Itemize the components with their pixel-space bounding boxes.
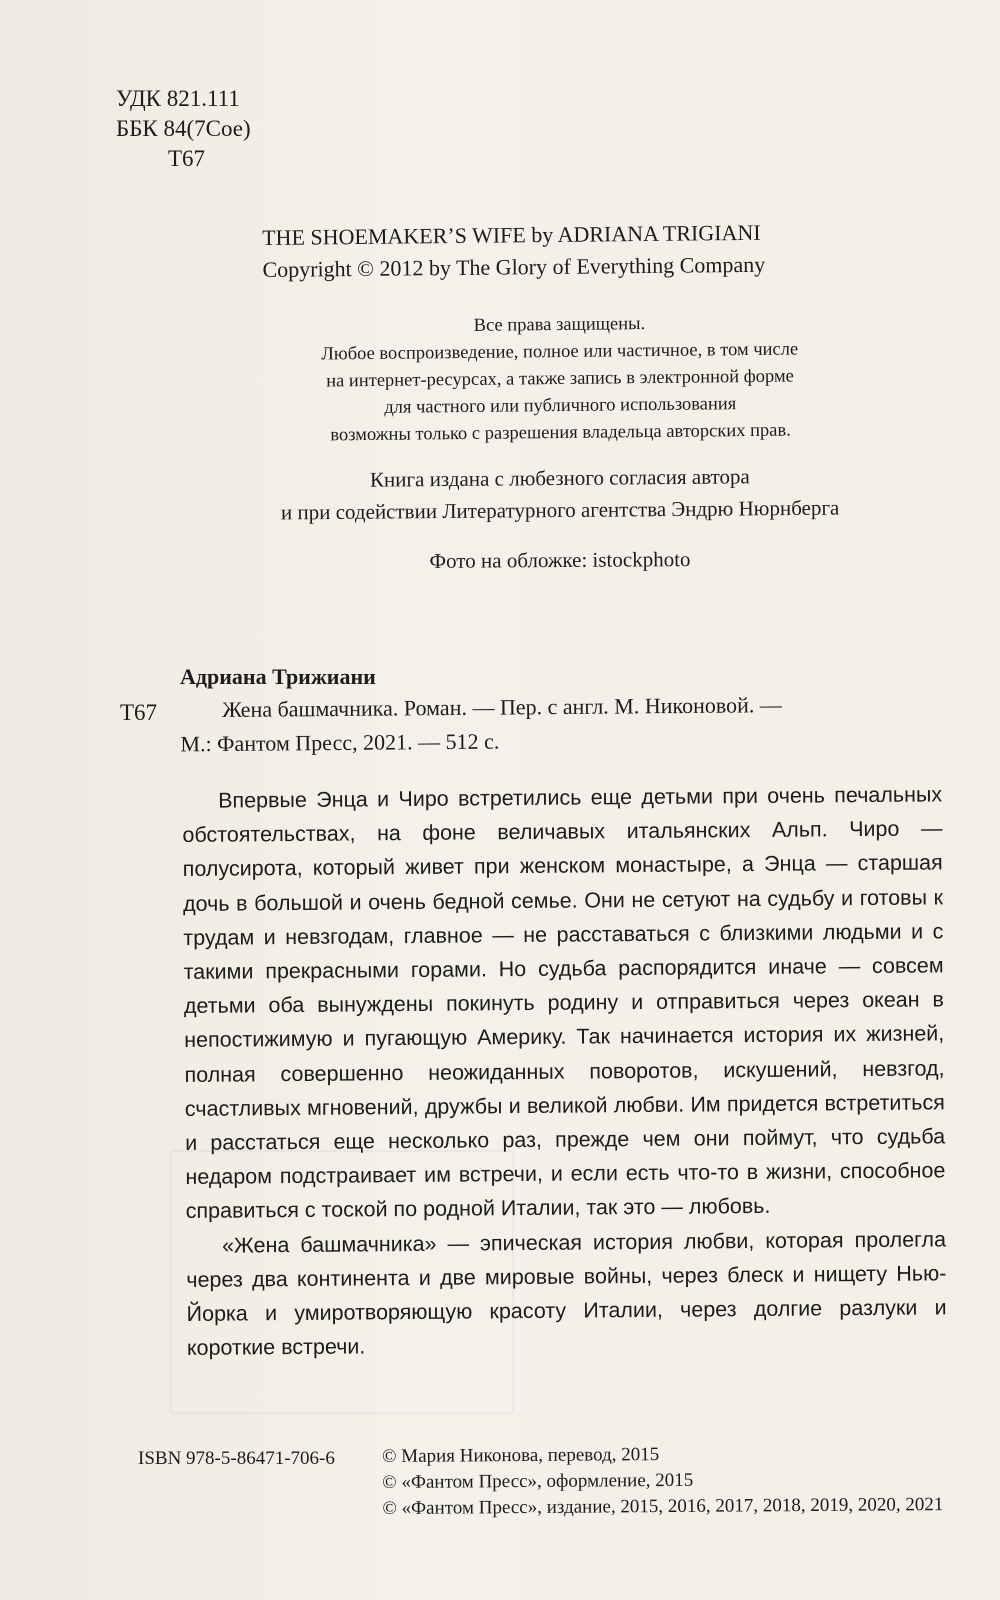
- rights-line: Любое воспроизведение, полное или частичное, в том числе: [321, 339, 799, 365]
- annotation-paragraph: «Жена башмачника» — эпическая история любви, которая пролегла через два континента и две мировые войны, через блеск и нищету Нью-Йорка и умиротворяющую красоту Италии, через долгие разлуки и короткие встречи.: [186, 1226, 947, 1361]
- agency-line: и при содействии Литературного агентства Эндрю Нюрнберга: [280, 495, 840, 525]
- classification-block: [116, 84, 251, 174]
- catalog-line-imprint: М.: Фантом Пресс, 2021. — 512 с.: [180, 728, 500, 757]
- bbk-code: ББК 84(7Сое): [116, 116, 251, 141]
- copyright-line: © Мария Никонова, перевод, 2015: [382, 1444, 660, 1467]
- agency-notice: [200, 459, 921, 529]
- catalog-line-title: Жена башмачника. Роман. — Пер. с англ. М. Никоновой. —: [222, 692, 782, 722]
- copyright-notices: [382, 1440, 943, 1522]
- author-mark: Т67: [168, 146, 206, 171]
- copyright-line: © «Фантом Пресс», оформление, 2015: [382, 1469, 694, 1493]
- original-copyright: Copyright © 2012 by The Glory of Everything Company: [262, 251, 766, 282]
- isbn: ISBN 978-5-86471-706-6: [138, 1448, 335, 1469]
- copyright-line: © «Фантом Пресс», издание, 2015, 2016, 2017, 2018, 2019, 2020, 2021: [382, 1494, 944, 1519]
- rights-line: для частного или публичного использования: [384, 394, 737, 418]
- catalog-author-mark: Т67: [120, 700, 158, 725]
- original-title-block: [262, 216, 863, 286]
- rights-line: Все права защищены.: [473, 314, 646, 336]
- annotation: [182, 777, 947, 1365]
- rights-notice: [249, 309, 870, 450]
- catalog-author: Адриана Трижиани: [180, 664, 376, 689]
- rights-line: на интернет-ресурсах, а также запись в электронной форме: [326, 366, 794, 392]
- catalog-description: [180, 687, 943, 761]
- original-title: THE SHOEMAKER’S WIFE by ADRIANA TRIGIANI: [262, 219, 761, 250]
- rights-line: возможны только с разрешения владельца авторских прав.: [330, 420, 791, 446]
- annotation-paragraph: Впервые Энца и Чиро встретились еще детьми при очень печальных обстоятельствах, на фоне величавых итальянских Альп. Чиро — полусирота, который живет при женском монастыре, а Энца — старшая дочь в большой и очень бедной семье. Они не сетуют на судьбу и готовы к трудам и невзгодам, главное — не расставаться с близкими людьми и с такими прекрасными горами. Но судьба распорядится иначе — совсем детьми оба вынуждены покинуть родину и отправиться через океан в непостижимую и пугающую Америку. Так начинается история их жизней, полная совершенно неожиданных поворотов, искушений, невзгод, счастливых мгновений, дружбы и великой любви. Им придется встретиться и расстаться еще несколько раз, прежде чем они поймут, что судьба недаром подстраивает им встречи, и если есть что-то в жизни, способное справиться с тоской по родной Италии, так это — любовь.: [182, 782, 946, 1224]
- udk-code: УДК 821.111: [116, 86, 240, 111]
- agency-line: Книга издана с любезного согласия автора: [369, 464, 750, 492]
- photo-credit: Фото на обложке: istockphoto: [429, 547, 691, 573]
